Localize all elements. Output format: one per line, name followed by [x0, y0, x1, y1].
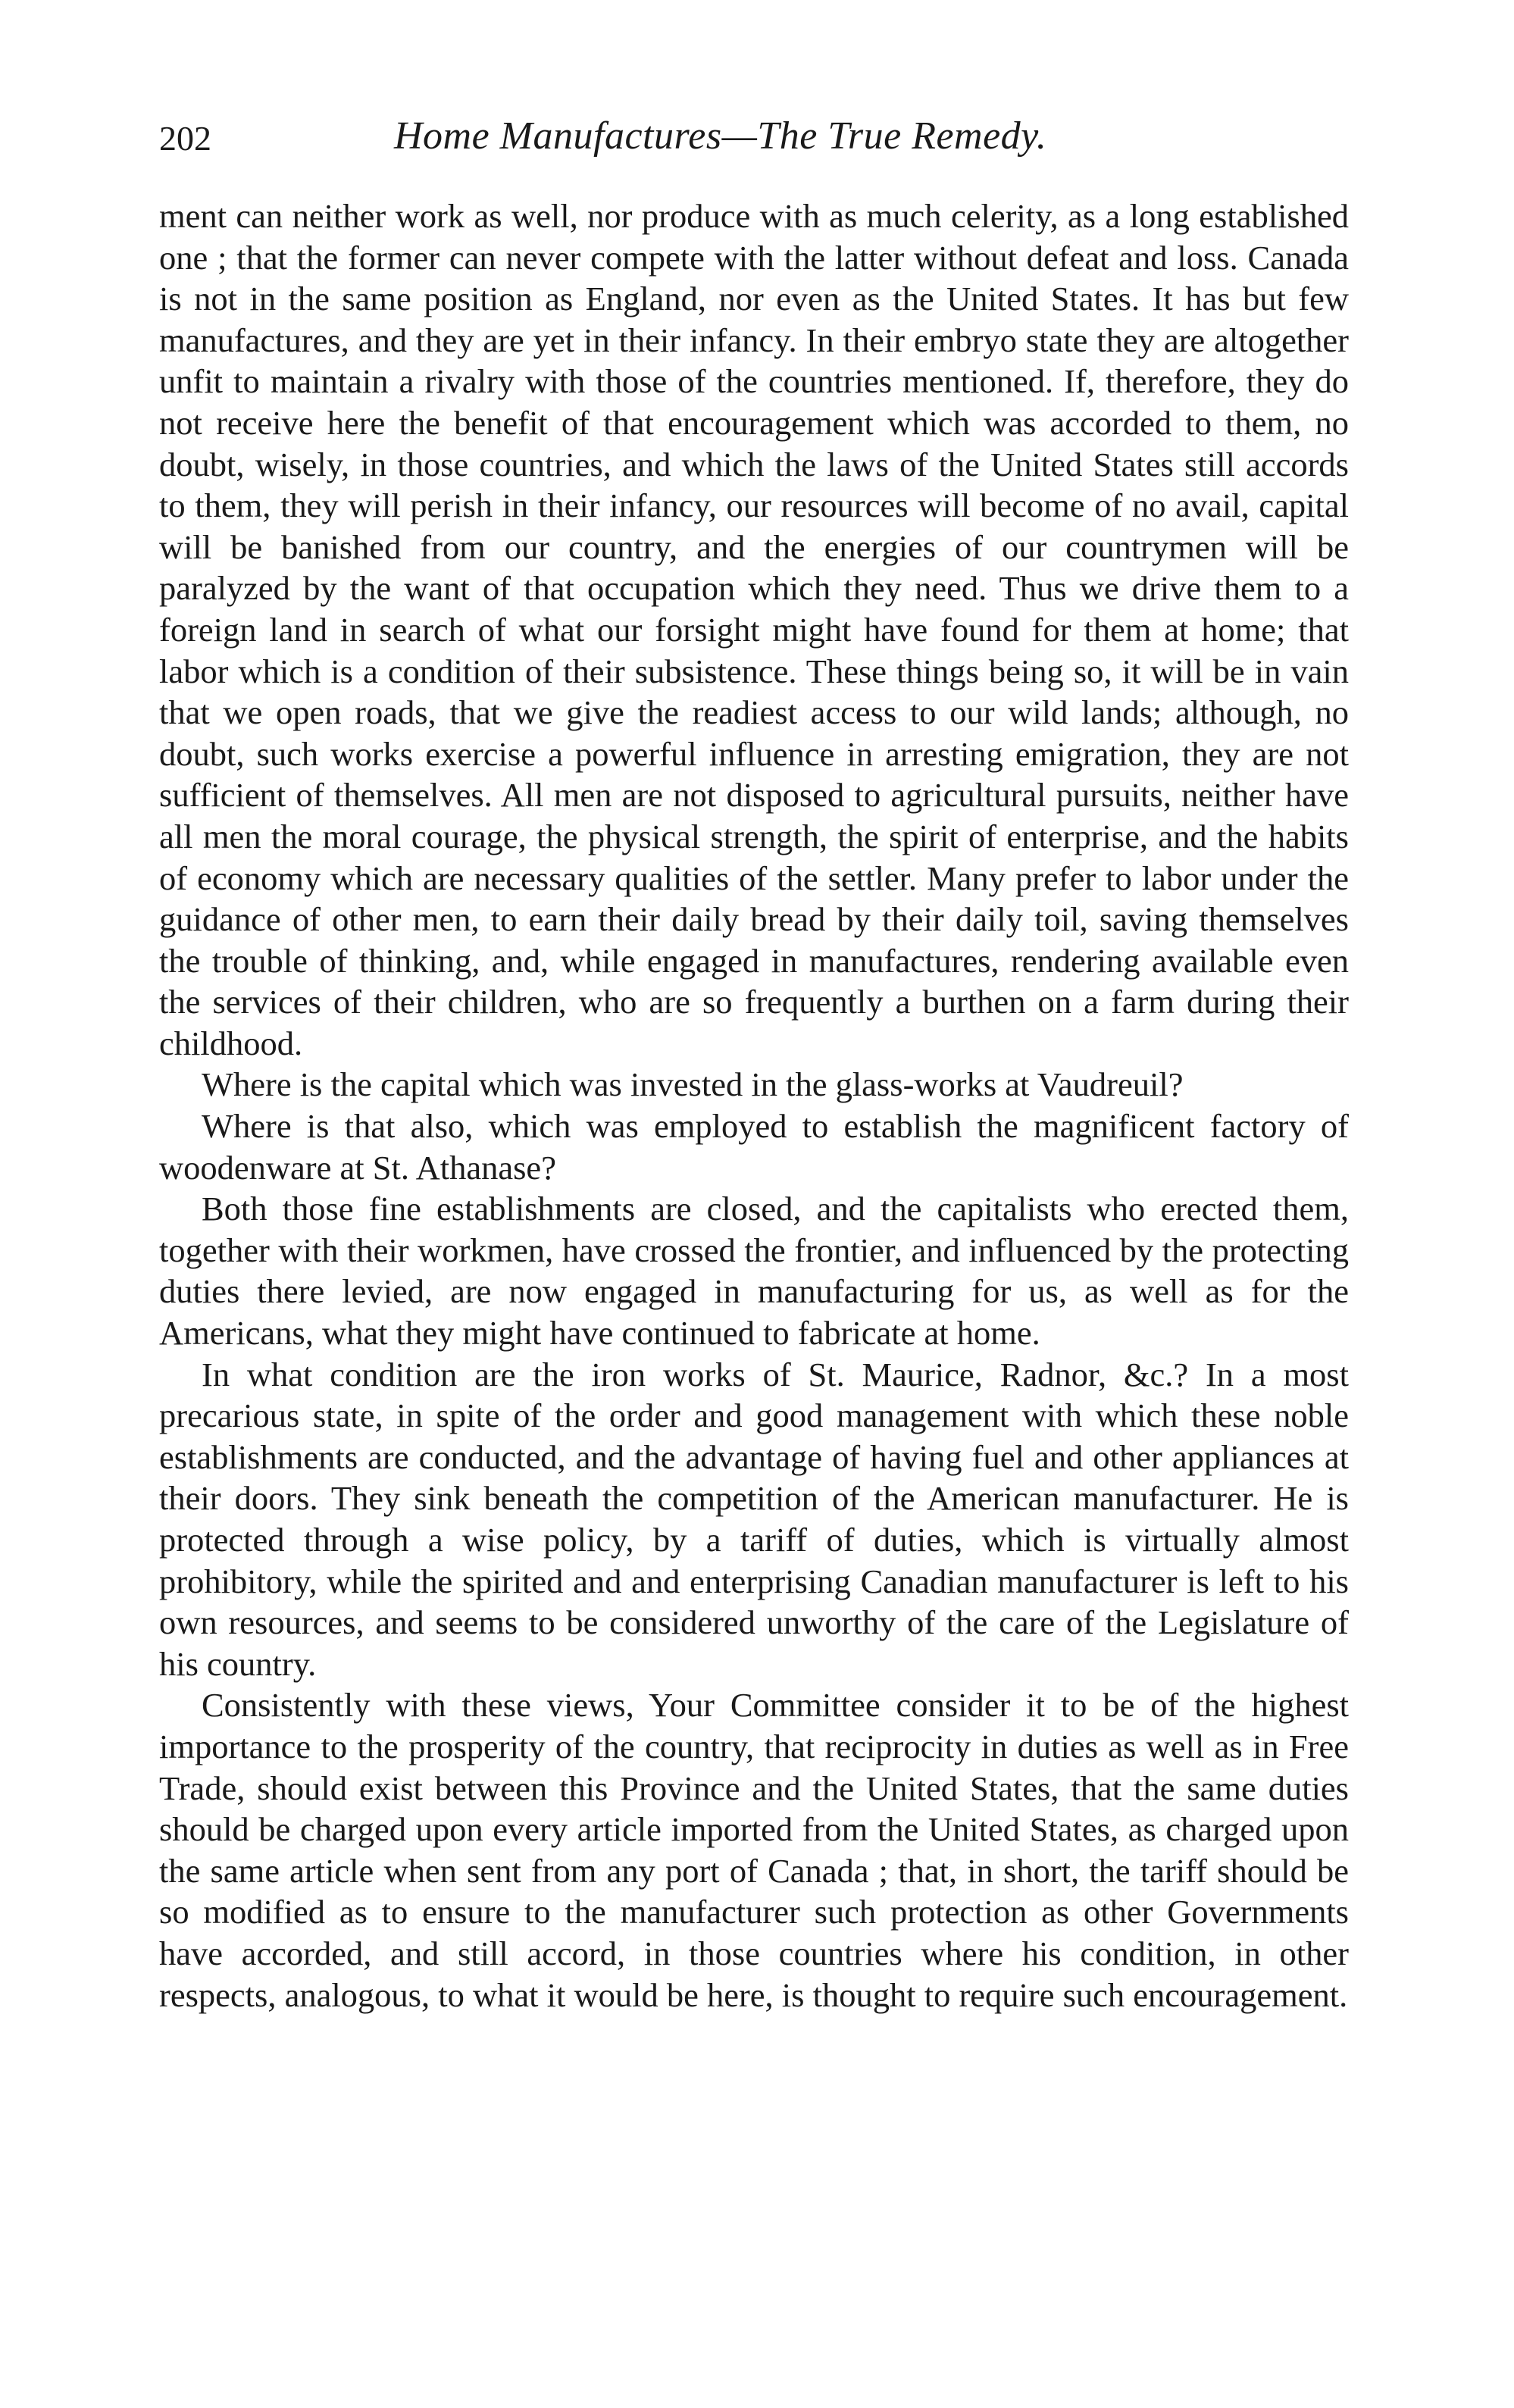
running-head: [159, 114, 1349, 174]
document-page: [159, 114, 1349, 2016]
paragraph-committee-views: Consistently with these views, Your Committee consider it to be of the highest importance to the prosperity of the country, that reciprocity in duties as well as in Free Trade, should exist between this Province and the United States, that the same duties should be charged upon every article imported from the United States, as charged upon the same article when sent from any port of Canada ; that, in short, the tariff should be so modified as to ensure to the manufacturer such protection as other Governments have accorded, and still accord, in those countries where his condition, in other respects, analogous, to what it would be here, is thought to require such encouragement.: [159, 1686, 1349, 2014]
paragraph-iron-works: In what condition are the iron works of St. Maurice, Radnor, &c.? In a most precarious state, in spite of the order and good management with which these noble establishments are conducted, and the advantage of having fuel and other appliances at their doors. They sink beneath the competition of the American manufacturer. He is protected through a wise policy, by a tariff of duties, which is virtually almost prohibitory, while the spirited and and enterprising Canadian manufacturer is left to his own resources, and seems to be considered unworthy of the care of the Legislature of his country.: [159, 1355, 1349, 1683]
paragraph-continued: ment can neither work as well, nor produce with as much celerity, as a long established one ; that the former can never compete with the latter without defeat and loss. Canada is not in the same position as England, nor even as the United States. It has but few manufactures, and they are yet in their infancy. In their embryo state they are altogether unfit to maintain a rivalry with those of the countries mentioned. If, therefore, they do not receive here the benefit of that encouragement which was accorded to them, no doubt, wisely, in those countries, and which the laws of the United States still accords to them, they will perish in their infancy, our resources will become of no avail, capital will be banished from our country, and the energies of our countrymen will be paralyzed by the want of that occupation which they need. Thus we drive them to a foreign land in search of what our forsight might have found for them at home; that labor which is a condition of their subsistence. These things being so, it will be in vain that we open roads, that we give the readiest access to our wild lands; although, no doubt, such works exercise a powerful influence in arresting emigration, they are not sufficient of themselves. All men are not disposed to agricultural pursuits, neither have all men the moral courage, the physical strength, the spirit of enterprise, and the habits of economy which are necessary qualities of the settler. Many prefer to labor under the guidance of other men, to earn their daily bread by their daily toil, saving themselves the trouble of thinking, and, while engaged in manufactures, rendering available even the services of their children, who are so frequently a burthen on a farm during their childhood.: [159, 197, 1349, 1062]
page-number: 202: [159, 119, 211, 158]
paragraph-glass-works: Where is the capital which was invested in the glass-works at Vaudreuil?: [202, 1065, 1184, 1104]
running-title: Home Manufactures—The True Remedy.: [394, 114, 1047, 158]
body-text: [159, 195, 1349, 2016]
paragraph-establishments-closed: Both those fine establishments are closed, and the capitalists who erected them, together with their workmen, have crossed the frontier, and influenced by the protecting duties there levied, are now engaged in manufacturing for us, as well as for the Americans, what they might have continued to fabricate at home.: [159, 1190, 1349, 1353]
paragraph-woodenware: Where is that also, which was employed to establish the magnificent factory of woodenware at St. Athanase?: [159, 1107, 1349, 1187]
